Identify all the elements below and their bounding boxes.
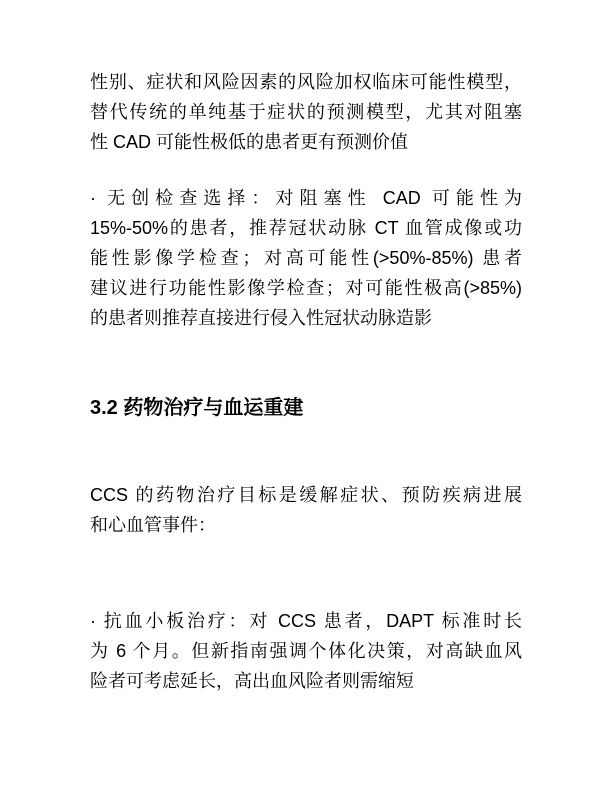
bullet-line: 能性影像学检查；对高可能性(>50%-85%) 患者 — [90, 248, 522, 268]
paragraph-line: CCS 的药物治疗目标是缓解症状、预防疾病进展 — [90, 485, 522, 505]
bullet-line: · 抗血小板治疗：对 CCS 患者，DAPT 标准时长 — [90, 611, 522, 631]
section-heading-text: 3.2 药物治疗与血运重建 — [90, 397, 304, 419]
paragraph-line: 替代传统的单纯基于症状的预测模型，尤其对阻塞 — [90, 102, 522, 122]
paragraph-ccs-goals — [90, 480, 522, 540]
bullet-line: 的患者则推荐直接进行侵入性冠状动脉造影 — [90, 308, 432, 328]
paragraph-line: 和心血管事件： — [90, 515, 216, 535]
paragraph-line: 性别、症状和风险因素的风险加权临床可能性模型， — [90, 72, 522, 92]
paragraph-line: 性 CAD 可能性极低的患者更有预测价值 — [90, 132, 409, 152]
bullet-noninvasive-testing — [90, 183, 522, 333]
bullet-line: 为 6 个月。但新指南强调个体化决策，对高缺血风 — [90, 641, 522, 661]
bullet-line: 险者可考虑延长，高出血风险者则需缩短 — [90, 671, 414, 691]
bullet-line: · 无创检查选择：对阻塞性 CAD 可能性为 — [90, 188, 522, 208]
section-heading-3-2 — [90, 393, 522, 423]
bullet-line: 15%-50%的患者，推荐冠状动脉 CT 血管成像或功 — [90, 218, 522, 238]
bullet-antiplatelet — [90, 606, 522, 696]
paragraph-risk-model — [90, 67, 522, 157]
bullet-line: 建议进行功能性影像学检查；对可能性极高(>85%) — [90, 278, 522, 298]
